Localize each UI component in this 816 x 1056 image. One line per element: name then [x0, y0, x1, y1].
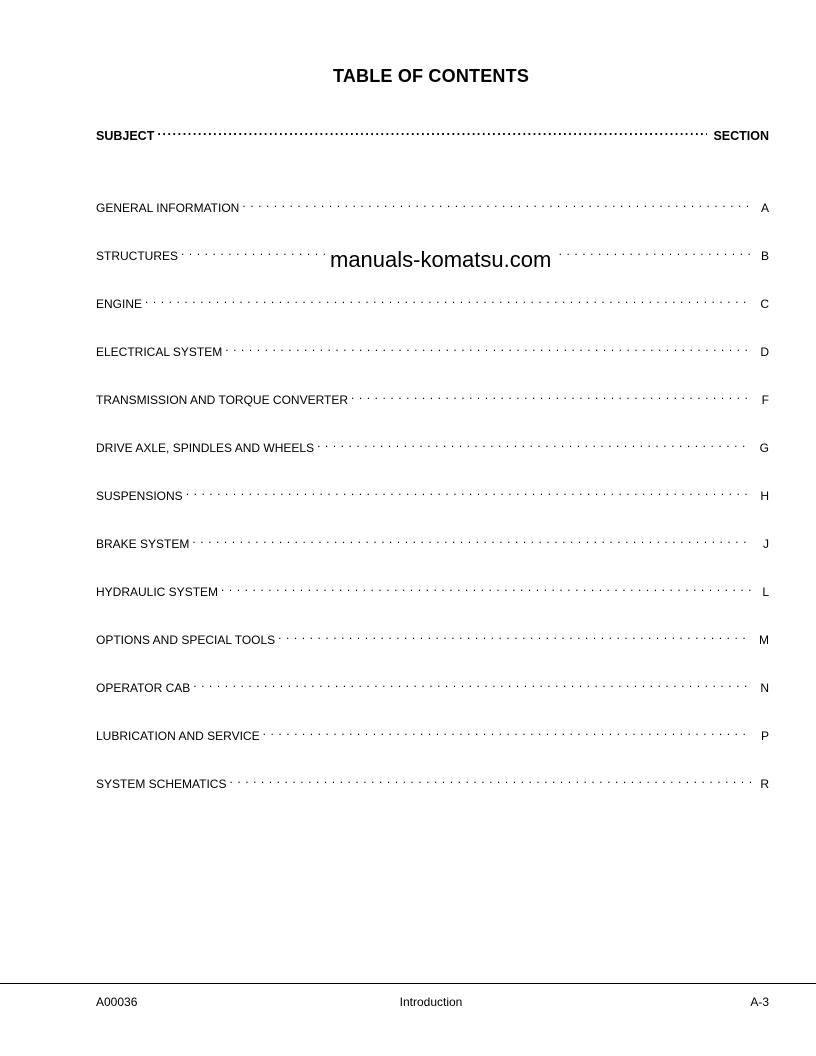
toc-entry-subject: HYDRAULIC SYSTEM — [96, 585, 219, 599]
leader-dots — [193, 674, 751, 692]
toc-entry-section: R — [760, 777, 769, 791]
toc-entry-section: D — [760, 345, 769, 359]
leader-dots — [192, 530, 751, 548]
toc-entry-suspensions[interactable] — [96, 482, 769, 503]
toc-entry-subject: SYSTEM SCHEMATICS — [96, 777, 227, 791]
toc-entry-section: L — [762, 585, 769, 599]
footer-chapter: Introduction — [399, 995, 463, 1009]
toc-entry-section: F — [761, 393, 769, 407]
leader-dots — [229, 770, 751, 788]
footer-divider — [0, 983, 816, 984]
toc-entry-electrical-system[interactable] — [96, 338, 769, 359]
toc-entry-operator-cab[interactable] — [96, 674, 769, 695]
toc-entry-section: C — [760, 297, 769, 311]
leader-dots — [225, 338, 751, 356]
leader-dots — [221, 578, 751, 596]
toc-entry-section: B — [760, 249, 769, 263]
toc-entry-engine[interactable] — [96, 290, 769, 311]
toc-entry-subject: LUBRICATION AND SERVICE — [96, 729, 260, 743]
toc-entry-section: M — [759, 633, 769, 647]
toc-entry-section: A — [760, 201, 769, 215]
toc-entry-subject: ENGINE — [96, 297, 143, 311]
toc-entry-section: P — [760, 729, 769, 743]
page-title: TABLE OF CONTENTS — [332, 66, 530, 86]
toc-entry-subject: STRUCTURES — [96, 249, 179, 263]
toc-header-row — [96, 122, 769, 143]
leader-dots — [278, 626, 751, 644]
leader-dots — [317, 434, 751, 452]
toc-entry-subject: OPERATOR CAB — [96, 681, 191, 695]
toc-entry-section: J — [763, 537, 769, 551]
toc-entry-hydraulic-system[interactable] — [96, 578, 769, 599]
leader-dots — [263, 722, 751, 740]
toc-entry-subject: SUSPENSIONS — [96, 489, 183, 503]
toc-entry-section: G — [759, 441, 769, 455]
leader-dots — [186, 482, 751, 500]
leader-dots — [145, 290, 751, 308]
toc-entry-drive-axle-spindles-and-wheels[interactable] — [96, 434, 769, 455]
toc-entry-general-information[interactable] — [96, 194, 769, 215]
toc-entry-subject: GENERAL INFORMATION — [96, 201, 240, 215]
leader-dots — [242, 194, 751, 212]
toc-entry-options-and-special-tools[interactable] — [96, 626, 769, 647]
toc-entry-brake-system[interactable] — [96, 530, 769, 551]
leader-dots — [157, 122, 707, 140]
footer-doc-code: A00036 — [96, 995, 138, 1009]
subject-column-heading: SUBJECT — [96, 129, 155, 143]
toc-entry-subject: TRANSMISSION AND TORQUE CONVERTER — [96, 393, 349, 407]
leader-dots — [351, 386, 751, 404]
toc-entry-subject: BRAKE SYSTEM — [96, 537, 190, 551]
toc-entry-lubrication-and-service[interactable] — [96, 722, 769, 743]
toc-entry-transmission-and-torque-converter[interactable] — [96, 386, 769, 407]
toc-entry-subject: ELECTRICAL SYSTEM — [96, 345, 223, 359]
section-column-heading: SECTION — [713, 129, 769, 143]
toc-entry-subject: OPTIONS AND SPECIAL TOOLS — [96, 633, 276, 647]
watermark-text: manuals-komatsu.com — [330, 247, 552, 272]
toc-entry-system-schematics[interactable] — [96, 770, 769, 791]
toc-entry-section: H — [760, 489, 769, 503]
toc-entry-section: N — [760, 681, 769, 695]
footer-page-number: A-3 — [750, 995, 769, 1009]
toc-entry-subject: DRIVE AXLE, SPINDLES AND WHEELS — [96, 441, 315, 455]
